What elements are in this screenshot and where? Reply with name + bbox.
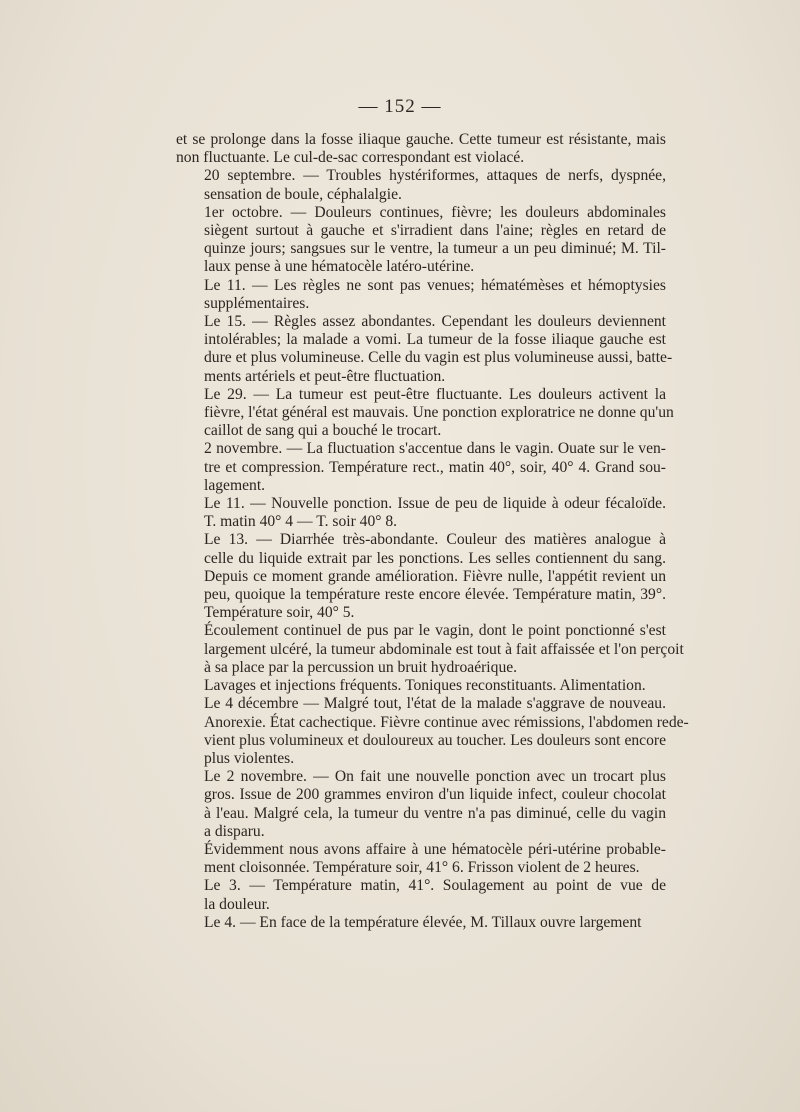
paragraph [176, 768, 666, 841]
text-line: sensation de boule, céphalalgie. [204, 185, 402, 203]
body-text [176, 131, 689, 932]
text-line: supplémentaires. [204, 294, 310, 312]
text-line: celle du liquide extrait par les ponctions. Les selles contiennent du sang. [204, 549, 666, 567]
text-line: a disparu. [204, 822, 265, 840]
text-line: siègent surtout à gauche et s'irradient dans l'aine; règles en retard de [204, 222, 666, 240]
text-line: peu, quoique la température reste encore élevée. Température matin, 39°. [204, 586, 666, 604]
paragraph [176, 877, 666, 913]
text-line: Le 29. — La tumeur est peut-être fluctuante. Les douleurs activent la [204, 385, 666, 403]
text-line: T. matin 40° 4 — T. soir 40° 8. [204, 513, 398, 531]
text-line: Le 13. — Diarrhée très-abondante. Couleur des matières analogue à [204, 531, 666, 549]
text-line: laux pense à une hématocèle latéro-utérine. [204, 258, 475, 276]
text-line: 2 novembre. — La fluctuation s'accentue dans le vagin. Ouate sur le ven- [204, 440, 666, 458]
paragraph [176, 204, 666, 277]
paragraph [176, 385, 674, 441]
text-line: vient plus volumineux et douloureux au toucher. Les douleurs sont encore [204, 731, 666, 749]
paragraph [176, 440, 666, 495]
text-line: intolérables; la malade a vomi. La tumeur de la fosse iliaque gauche est [204, 331, 666, 349]
text-line: non fluctuante. Le cul-de-sac correspondant est violacé. [176, 149, 525, 167]
paragraph [176, 841, 666, 877]
text-line: 20 septembre. — Troubles hystériformes, attaques de nerfs, dyspnée, [204, 167, 666, 185]
text-line: fièvre, l'état général est mauvais. Une ponction exploratrice ne donne qu'un [204, 404, 674, 422]
text-line: Le 11. — Les règles ne sont pas venues; hématémèses et hémoptysies [204, 276, 666, 294]
text-line: Évidemment nous avons affaire à une hématocèle péri-utérine probable- [204, 840, 666, 858]
text-line: ments artériels et peut-être fluctuation. [204, 367, 446, 385]
text-line: Écoulement continuel de pus par le vagin, dont le point ponctionné s'est [204, 622, 666, 640]
text-line: quinze jours; sangsues sur le ventre, la tumeur a un peu diminué; M. Til- [204, 240, 666, 258]
text-line: gros. Issue de 200 grammes environ d'un liquide infect, couleur chocolat [204, 786, 666, 804]
paragraph [176, 914, 666, 932]
text-line: Anorexie. État cachectique. Fièvre continue avec rémissions, l'abdomen rede- [204, 713, 689, 731]
text-line: Température soir, 40° 5. [204, 604, 355, 622]
paragraph [176, 531, 666, 622]
text-line: Depuis ce moment grande amélioration. Fièvre nulle, l'appétit revient un [204, 567, 666, 585]
paragraph [176, 277, 666, 313]
text-line: Le 11. — Nouvelle ponction. Issue de peu de liquide à odeur fécaloïde. [204, 495, 666, 513]
paragraph [176, 695, 689, 768]
text-line: Le 4. — En face de la température élevée, M. Tillaux ouvre largement [204, 913, 642, 931]
text-line: 1er octobre. — Douleurs continues, fièvre; les douleurs abdominales [204, 203, 666, 221]
text-line: Lavages et injections fréquents. Toniques reconstituants. Alimentation. [204, 677, 646, 695]
text-line: à l'eau. Malgré cela, la tumeur du ventre n'a pas diminué, celle du vagin [204, 804, 666, 822]
paragraph [176, 167, 666, 203]
text-line: Le 4 décembre — Malgré tout, l'état de la malade s'aggrave de nouveau. [204, 695, 666, 713]
text-line: Le 3. — Température matin, 41°. Soulagement au point de vue de [204, 877, 666, 895]
text-line: plus violentes. [204, 749, 295, 767]
text-line: et se prolonge dans la fosse iliaque gauche. Cette tumeur est résistante, mais [176, 131, 666, 148]
text-line: Le 15. — Règles assez abondantes. Cependant les douleurs deviennent [204, 313, 666, 331]
text-line: lagement. [204, 476, 266, 494]
text-line: la douleur. [204, 895, 270, 913]
text-line: Le 2 novembre. — On fait une nouvelle ponction avec un trocart plus [204, 768, 666, 786]
text-line: caillot de sang qui a bouché le trocart. [204, 422, 442, 440]
text-line: à sa place par la percussion un bruit hydroaérique. [204, 658, 518, 676]
paragraph [176, 622, 684, 677]
paragraph [176, 131, 666, 167]
text-line: largement ulcéré, la tumeur abdominale est tout à fait affaissée et l'on perçoit [204, 640, 684, 658]
text-line: ment cloisonnée. Température soir, 41° 6. Frisson violent de 2 heures. [204, 859, 640, 877]
paragraph [176, 313, 673, 386]
text-line: dure et plus volumineuse. Celle du vagin est plus volumineuse aussi, batte- [204, 349, 673, 367]
paragraph [176, 495, 666, 531]
paragraph [176, 677, 666, 695]
page-number: — 152 — [358, 96, 442, 117]
text-line: tre et compression. Température rect., matin 40°, soir, 40° 4. Grand sou- [204, 458, 666, 476]
